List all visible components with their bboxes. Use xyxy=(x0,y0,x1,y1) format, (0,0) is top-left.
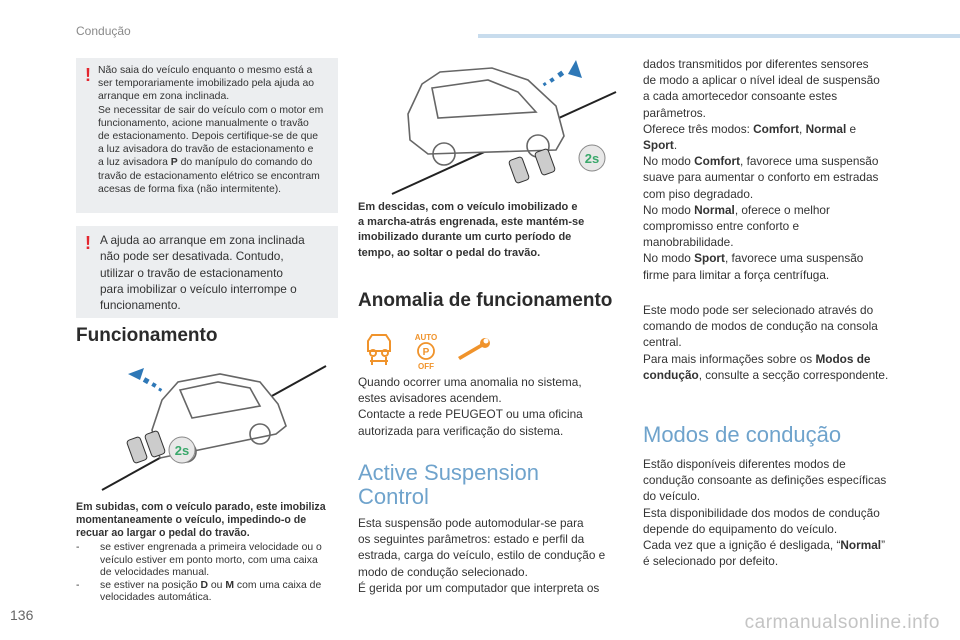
warning-text-deactivation: A ajuda ao arranque em zona inclinada não pode ser desativada. Contudo, utilizar o travão de estacionamento para imobilizar o veículo interrompe o funcionamento. xyxy=(100,233,305,313)
selection-text: Este modo pode ser selecionado através do comando de modos de condução na consola central. Para mais informações sobre os Modos de condução, consulte a secção correspondente. xyxy=(643,303,889,382)
warning-lamps xyxy=(362,331,502,371)
pedal-icon xyxy=(508,148,555,183)
exclamation-icon: ! xyxy=(85,233,91,253)
bullet-automatic: - se estiver na posição D ou M com uma caixa de velocidades automática. xyxy=(76,579,322,604)
anomalia-text: Quando ocorrer uma anomalia no sistema, estes avisadores acendem. Contacte a rede PEUGEOT ou uma oficina autorizada para verificação do sistema. xyxy=(358,375,583,438)
bullet-manual: - se estiver engrenada a primeira velocidade ou o veículo estiver em ponto morto, com uma caixa de velocidades manual. xyxy=(76,542,322,579)
funcionamento-title: Funcionamento xyxy=(76,325,218,346)
header-bar xyxy=(478,34,960,38)
warning-text-parking: Não saia do veículo enquanto o mesmo está a ser temporariamente imobilizado pela ajuda ao arranque em zona inclinada. Se necessitar de sair do veículo com o motor em funcionamento, acione manualmente o travão de estacionamento. Depois certifique-se de que a luz avisadora do travão de estacionamento e a luz avisadora P do manípulo do comando do travão de estacionamento elétrico se encontram acesas de forma fixa (não intermitente). xyxy=(98,65,324,195)
downhill-caption: Em descidas, com o veículo imobilizado e a marcha-atrás engrenada, este mantém-se imobilizado durante um curto período de tempo, ao soltar o pedal do travão. xyxy=(358,201,585,259)
warning-box-deactivation xyxy=(76,226,338,318)
running-header: Condução xyxy=(76,24,131,38)
modos-title: Modos de condução xyxy=(643,422,842,447)
uphill-bullets xyxy=(76,542,346,605)
uphill-caption: Em subidas, com o veículo parado, este imobiliza momentaneamente o veículo, impedindo-o de recuar ao largar o pedal do travão. xyxy=(76,501,326,540)
suspension-warning-icon xyxy=(368,335,390,365)
downhill-illustration xyxy=(388,58,620,198)
exclamation-icon: ! xyxy=(85,65,91,85)
wrench-icon xyxy=(458,338,490,360)
svg-text:P: P xyxy=(422,347,430,358)
modos-text: Estão disponíveis diferentes modos de condução consoante as definições específicas do veículo. Esta disponibilidade dos modos de condução depende do equipamento do veículo. Cada vez que a ignição é desligada, “Normal” é selecionado por defeito. xyxy=(643,457,887,569)
svg-text:2s: 2s xyxy=(584,151,600,166)
active-suspension-text: Esta suspensão pode automodular-se para os seguintes parâmetros: estado e perfil da estrada, carga do veículo, estilo de condução e modo de condução selecionado. É gerida por um computador que interpreta os xyxy=(358,516,606,595)
auto-p-off-icon xyxy=(415,333,438,371)
active-suspension-title: Active Suspension Control xyxy=(358,460,539,509)
suspension-modes-text: dados transmitidos por diferentes sensores de modo a aplicar o nível ideal de suspensão a cada amortecedor consoante estes parâmetros. Oferece três modos: Comfort, Normal e Sport. No modo Comfort, favorece uma suspensão suave para aumentar o conforto em estradas com piso degradado. No modo Normal, oferece o melhor compromisso entre conforto e manobrabilidade. No modo Sport, favorece uma suspensão firme para limitar a força centrífuga. xyxy=(643,57,880,282)
anomalia-title: Anomalia de funcionamento xyxy=(358,290,613,311)
arrow-icon xyxy=(543,60,582,86)
svg-text:AUTO: AUTO xyxy=(414,333,438,342)
uphill-illustration xyxy=(100,360,330,495)
svg-text:OFF: OFF xyxy=(418,362,434,371)
watermark: carmanualsonline.info xyxy=(744,612,940,633)
svg-text:2s: 2s xyxy=(174,443,190,458)
page-number: 136 xyxy=(10,607,34,623)
arrow-icon xyxy=(128,368,162,392)
warning-box-parking xyxy=(76,58,338,213)
